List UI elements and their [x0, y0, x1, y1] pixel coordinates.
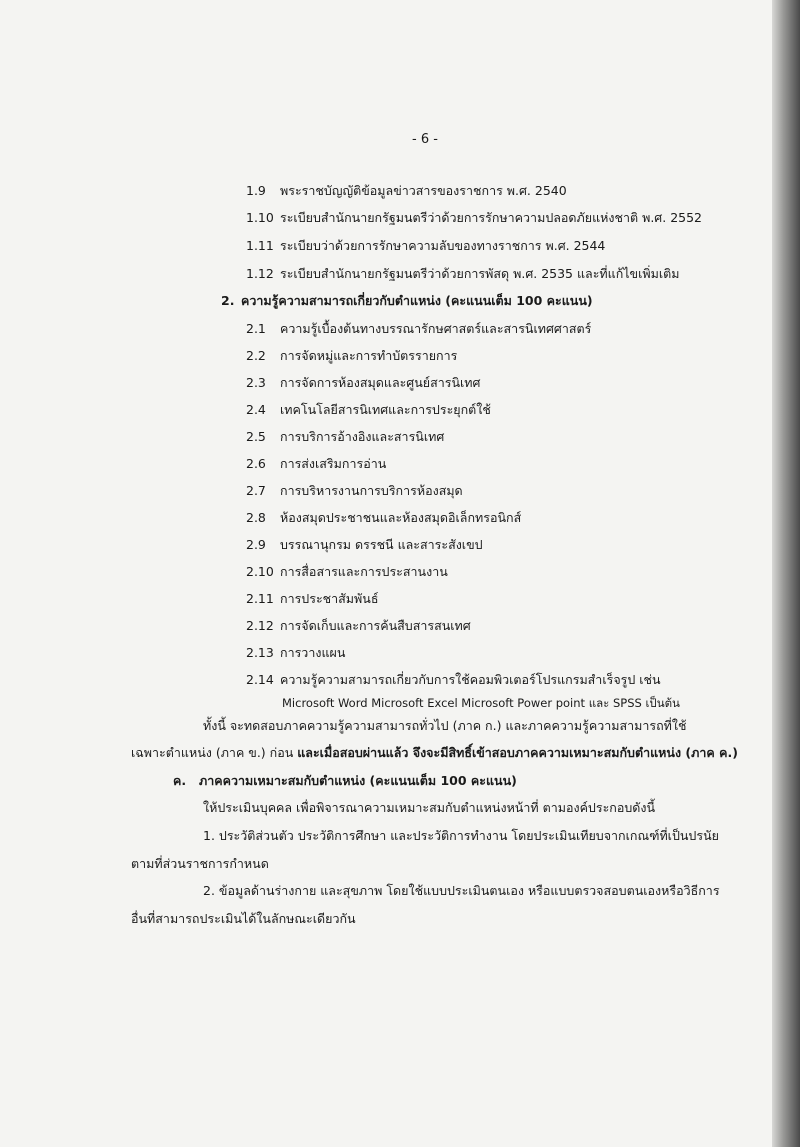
list-item-2-5: 2.5 การบริการอ้างอิงและสารนิเทศ [246, 429, 445, 444]
list-item-2-3: 2.3 การจัดการห้องสมุดและศูนย์สารนิเทศ [246, 375, 481, 390]
list-item-2-1: 2.1 ความรู้เบื้องต้นทางบรรณารักษศาสตร์และสารนิเทศศาสตร์ [246, 321, 592, 336]
list-item-1-10: 1.10 ระเบียบสำนักนายกรัฐมนตรีว่าด้วยการรักษาความปลอดภัยแห่งชาติ พ.ศ. 2552 [246, 210, 703, 225]
section-c-item-1-line-1: 1. ประวัติส่วนตัว ประวัติการศึกษา และประวัติการทำงาน โดยประเมินเทียบจากเกณฑ์ที่เป็นปรนัย [203, 828, 719, 843]
section-c-heading: ค. ภาคความเหมาะสมกับตำแหน่ง (คะแนนเต็ม 100 คะแนน) [173, 773, 517, 788]
section-2-heading: 2. ความรู้ความสามารถเกี่ยวกับตำแหน่ง (คะแนนเต็ม 100 คะแนน) [221, 293, 593, 308]
paragraph-1-line-1: ทั้งนี้ จะทดสอบภาคความรู้ความสามารถทั่วไป (ภาค ก.) และภาคความรู้ความสามารถที่ใช้ [203, 718, 687, 733]
list-item-2-13: 2.13 การวางแผน [246, 645, 346, 660]
list-item-2-7: 2.7 การบริหารงานการบริการห้องสมุด [246, 483, 463, 498]
list-item-2-8: 2.8 ห้องสมุดประชาชนและห้องสมุดอิเล็กทรอนิกส์ [246, 510, 522, 525]
list-item-1-9: 1.9 พระราชบัญญัติข้อมูลข่าวสารของราชการ พ.ศ. 2540 [246, 183, 567, 198]
list-item-2-2: 2.2 การจัดหมู่และการทำบัตรรายการ [246, 348, 458, 363]
list-item-2-9: 2.9 บรรณานุกรม ดรรชนี และสาระสังเขป [246, 537, 483, 552]
list-item-1-11: 1.11 ระเบียบว่าด้วยการรักษาความลับของทางราชการ พ.ศ. 2544 [246, 238, 606, 253]
scan-page-edge [772, 0, 800, 1147]
list-item-2-14-continuation: Microsoft Word Microsoft Excel Microsoft Power point และ SPSS เป็นต้น [282, 696, 680, 710]
list-item-1-12: 1.12 ระเบียบสำนักนายกรัฐมนตรีว่าด้วยการพัสดุ พ.ศ. 2535 และที่แก้ไขเพิ่มเติม [246, 266, 680, 281]
section-c-item-2-line-1: 2. ข้อมูลด้านร่างกาย และสุขภาพ โดยใช้แบบประเมินตนเอง หรือแบบตรวจสอบตนเองหรือวิธีการ [203, 883, 720, 898]
list-item-2-11: 2.11 การประชาสัมพันธ์ [246, 591, 379, 606]
section-c-item-1-line-2: ตามที่ส่วนราชการกำหนด [131, 856, 269, 871]
section-c-intro: ให้ประเมินบุคคล เพื่อพิจารณาความเหมาะสมกับตำแหน่งหน้าที่ ตามองค์ประกอบดังนี้ [203, 800, 656, 815]
paragraph-1-line-2: เฉพาะตำแหน่ง (ภาค ข.) ก่อน และเมื่อสอบผ่านแล้ว จึงจะมีสิทธิ์เข้าสอบภาคความเหมาะสมกับตำแหน่ง (ภาค ค.) [131, 745, 738, 760]
section-c-item-2-line-2: อื่นที่สามารถประเมินได้ในลักษณะเดียวกัน [131, 911, 356, 926]
page-number: - 6 - [412, 132, 438, 147]
list-item-2-10: 2.10 การสื่อสารและการประสานงาน [246, 564, 448, 579]
list-item-2-12: 2.12 การจัดเก็บและการค้นสืบสารสนเทศ [246, 618, 471, 633]
list-item-2-4: 2.4 เทคโนโลยีสารนิเทศและการประยุกต์ใช้ [246, 402, 491, 417]
list-item-2-6: 2.6 การส่งเสริมการอ่าน [246, 456, 387, 471]
list-item-2-14: 2.14 ความรู้ความสามารถเกี่ยวกับการใช้คอมพิวเตอร์โปรแกรมสำเร็จรูป เช่น [246, 672, 661, 687]
